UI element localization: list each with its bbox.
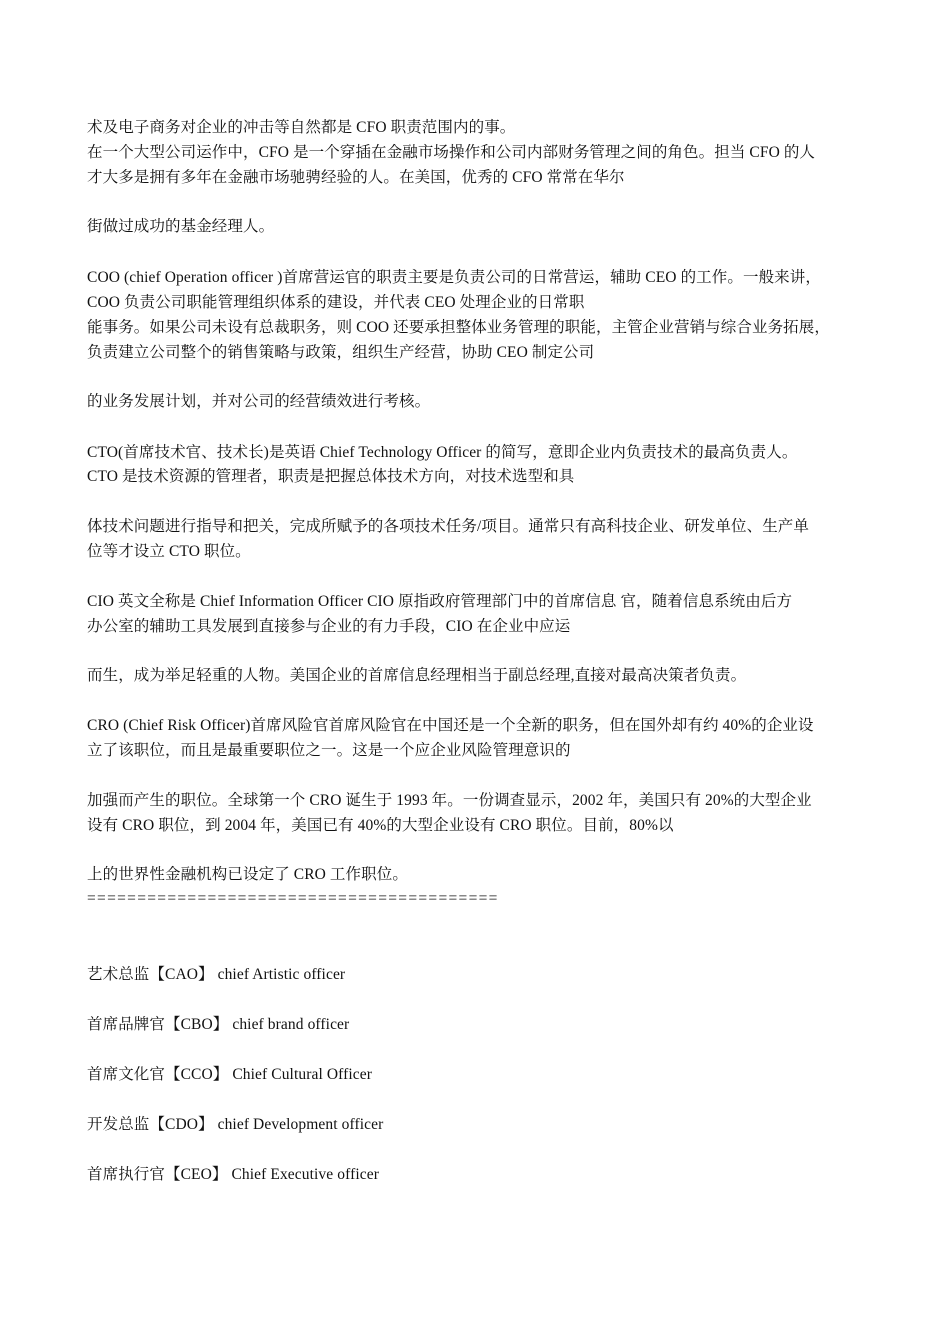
paragraph-line: 才大多是拥有多年在金融市场驰骋经验的人。在美国，优秀的 CFO 常常在华尔: [87, 169, 625, 186]
paragraph-line: 在一个大型公司运作中，CFO 是一个穿插在金融市场操作和公司内部财务管理之间的角色。担当 CFO 的人: [87, 144, 816, 161]
paragraph-line: CTO(首席技术官、技术长)是英语 Chief Technology Officer 的简写，意即企业内负责技术的最高负责人。: [87, 444, 798, 461]
paragraph-line: 上的世界性金融机构已设定了 CRO 工作职位。: [87, 866, 408, 883]
paragraph-line: 加强而产生的职位。全球第一个 CRO 诞生于 1993 年。一份调查显示，2002 年，美国只有 20%的大型企业: [87, 792, 812, 809]
paragraph-line: 立了该职位，而且是最重要职位之一。这是一个应企业风险管理意识的: [87, 742, 571, 759]
paragraph-line: CRO (Chief Risk Officer)首席风险官首席风险官在中国还是一个全新的职务，但在国外却有约 40%的企业设: [87, 717, 814, 734]
paragraph-line: 设有 CRO 职位，到 2004 年，美国已有 40%的大型企业设有 CRO 职位。目前，80%以: [87, 817, 674, 834]
title-list-item: 开发总监【CDO】 chief Development officer: [87, 1116, 384, 1133]
paragraph-line: 位等才设立 CTO 职位。: [87, 543, 251, 560]
paragraph-line: 街做过成功的基金经理人。: [87, 218, 275, 235]
section-divider: =========================================: [87, 890, 499, 907]
paragraph-line: 的业务发展计划，并对公司的经营绩效进行考核。: [87, 393, 431, 410]
paragraph-line: 体技术问题进行指导和把关，完成所赋予的各项技术任务/项目。通常只有高科技企业、研发单位、生产单: [87, 518, 810, 535]
paragraph-line: CTO 是技术资源的管理者，职责是把握总体技术方向，对技术选型和具: [87, 468, 575, 485]
paragraph-line: 而生，成为举足轻重的人物。美国企业的首席信息经理相当于副总经理,直接对最高决策者负责。: [87, 667, 747, 684]
title-list-item: 首席执行官【CEO】 Chief Executive officer: [87, 1166, 379, 1183]
title-list-item: 首席文化官【CCO】 Chief Cultural Officer: [87, 1066, 372, 1083]
paragraph-line: COO 负责公司职能管理组织体系的建设，并代表 CEO 处理企业的日常职: [87, 294, 585, 311]
paragraph-line: 办公室的辅助工具发展到直接参与企业的有力手段，CIO 在企业中应运: [87, 618, 571, 635]
paragraph-line: 负责建立公司整个的销售策略与政策，组织生产经营，协助 CEO 制定公司: [87, 344, 595, 361]
paragraph-line: 术及电子商务对企业的冲击等自然都是 CFO 职责范围内的事。: [87, 119, 516, 136]
paragraph-line: CIO 英文全称是 Chief Information Officer CIO 原指政府管理部门中的首席信息 官，随着信息系统由后方: [87, 593, 793, 610]
title-list-item: 艺术总监【CAO】 chief Artistic officer: [87, 966, 346, 983]
title-list-item: 首席品牌官【CBO】 chief brand officer: [87, 1016, 350, 1033]
paragraph-line: 能事务。如果公司未设有总裁职务，则 COO 还要承担整体业务管理的职能，主管企业营销与综合业务拓展，: [87, 319, 830, 336]
paragraph-line: COO (chief Operation officer )首席营运官的职责主要是负责公司的日常营运，辅助 CEO 的工作。一般来讲，: [87, 269, 821, 286]
